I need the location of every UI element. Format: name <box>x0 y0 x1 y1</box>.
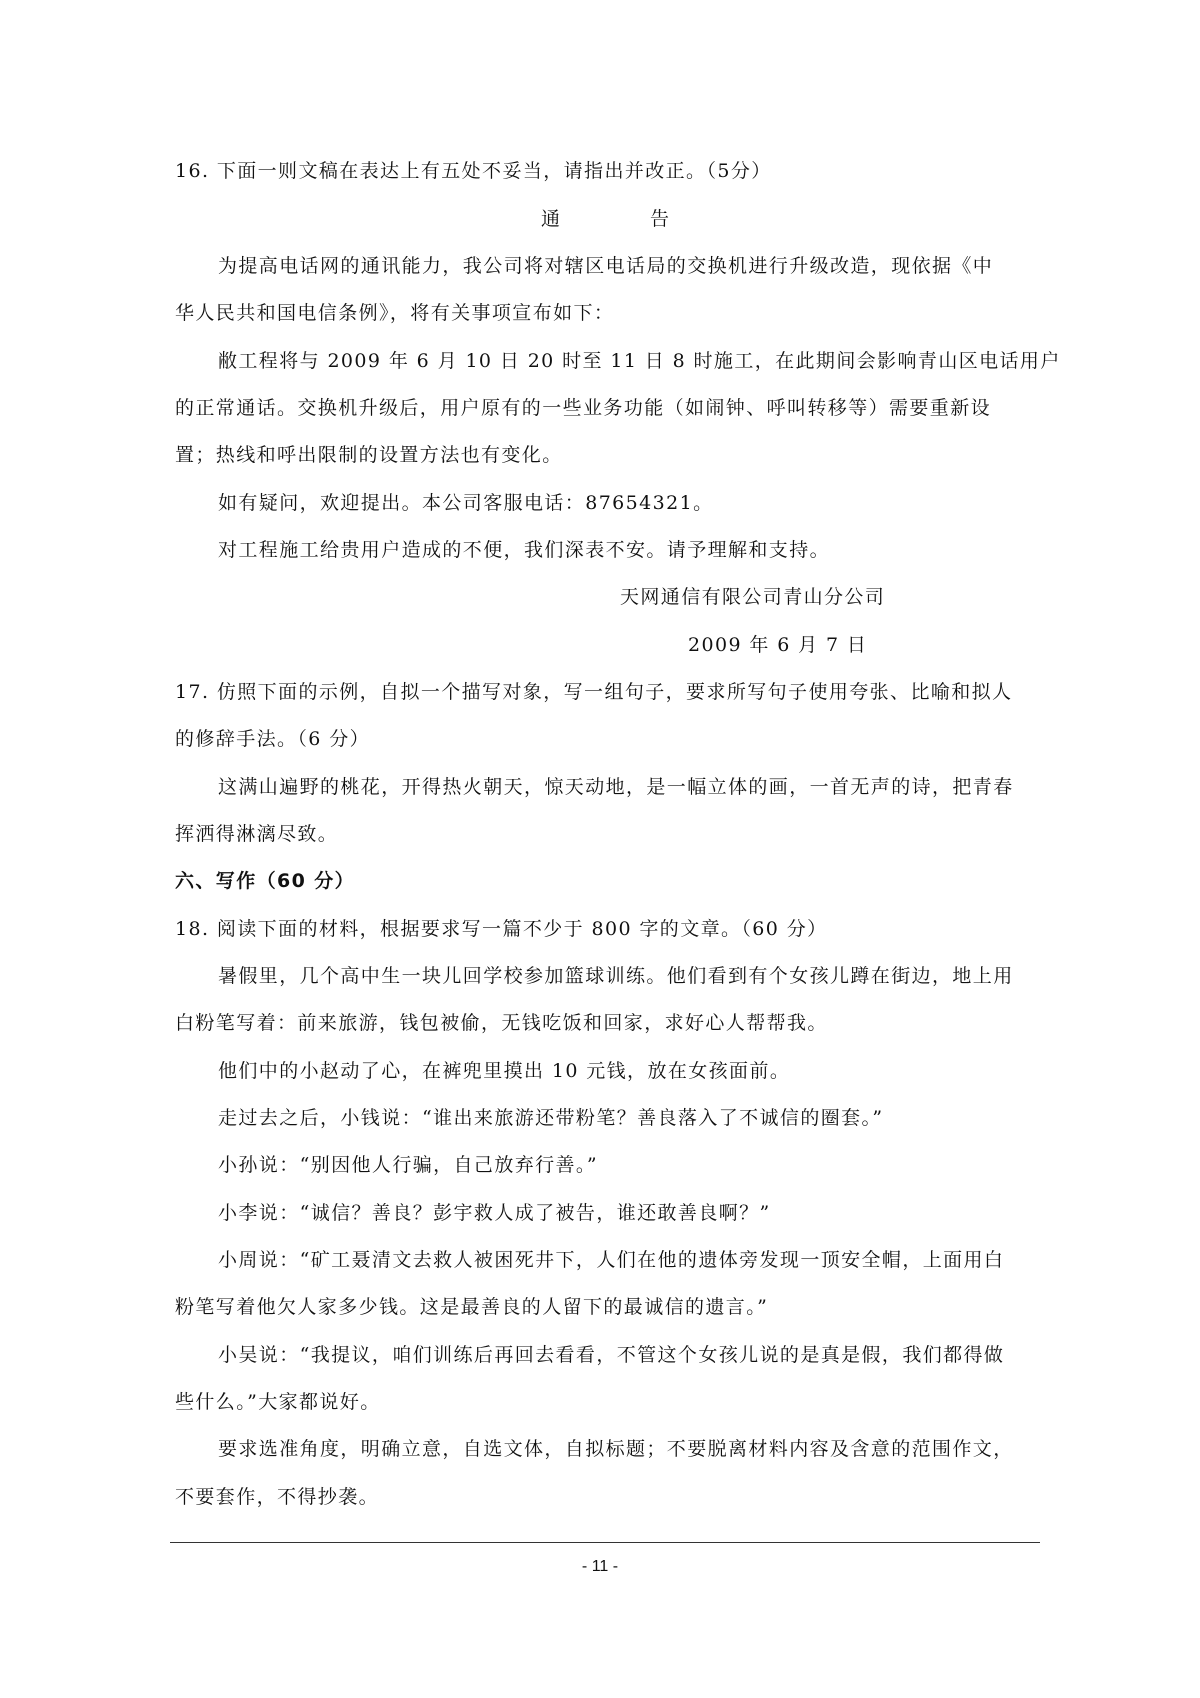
notice-paragraph-4: 对工程施工给贵用户造成的不便，我们深表不安。请予理解和支持。 <box>218 539 831 561</box>
notice-date: 2009 年 6 月 7 日 <box>688 634 868 656</box>
notice-paragraph-1-line-1: 为提高电话网的通讯能力，我公司将对辖区电话局的交换机进行升级改造，现依据《中 <box>218 255 994 277</box>
question-17-prompt-line-2: 的修辞手法。（6 分） <box>175 728 371 750</box>
writing-requirement-line-2: 不要套作，不得抄袭。 <box>175 1486 380 1508</box>
question-16-prompt: 16. 下面一则文稿在表达上有五处不妥当，请指出并改正。（5分） <box>175 160 772 182</box>
question-17-example-line-1: 这满山遍野的桃花，开得热火朝天，惊天动地，是一幅立体的画，一首无声的诗，把青春 <box>218 776 1014 798</box>
notice-paragraph-2-line-2: 的正常通话。交换机升级后，用户原有的一些业务功能（如闹钟、呼叫转移等）需要重新设 <box>175 397 992 419</box>
question-17-prompt-line-1: 17. 仿照下面的示例，自拟一个描写对象，写一组句子，要求所写句子使用夸张、比喻和拟人 <box>175 681 1013 703</box>
material-paragraph-4: 小孙说：“别因他人行骗，自己放弃行善。” <box>218 1154 598 1176</box>
question-18-prompt: 18. 阅读下面的材料，根据要求写一篇不少于 800 字的文章。（60 分） <box>175 918 828 940</box>
material-paragraph-5: 小李说：“诚信？善良？彭宇救人成了被告，谁还敢善良啊？” <box>218 1202 771 1224</box>
material-paragraph-6-line-2: 粉笔写着他欠人家多少钱。这是最善良的人留下的最诚信的遗言。” <box>175 1296 769 1318</box>
material-paragraph-6-line-1: 小周说：“矿工聂清文去救人被困死井下，人们在他的遗体旁发现一顶安全帽，上面用白 <box>218 1249 1005 1271</box>
page-number: - 11 - <box>581 1558 619 1575</box>
notice-paragraph-1-line-2: 华人民共和国电信条例》，将有关事项宣布如下： <box>175 302 615 324</box>
notice-signature: 天网通信有限公司青山分公司 <box>620 586 886 608</box>
material-paragraph-7-line-2: 些什么。”大家都说好。 <box>175 1391 381 1413</box>
notice-title <box>175 205 1035 233</box>
question-17-example-line-2: 挥洒得淋漓尽致。 <box>175 823 339 845</box>
notice-paragraph-2-line-1: 敝工程将与 2009 年 6 月 10 日 20 时至 11 日 8 时施工，在此期间会影响青山区电话用户 <box>218 350 1061 372</box>
notice-title-char-2: 告 <box>650 208 670 230</box>
material-paragraph-1-line-2: 白粉笔写着：前来旅游，钱包被偷，无钱吃饭和回家，求好心人帮帮我。 <box>175 1012 828 1034</box>
notice-paragraph-2-line-3: 置；热线和呼出限制的设置方法也有变化。 <box>175 444 563 466</box>
section-6-heading: 六、写作（60 分） <box>175 870 356 892</box>
material-paragraph-7-line-1: 小吴说：“我提议，咱们训练后再回去看看，不管这个女孩儿说的是真是假，我们都得做 <box>218 1344 1005 1366</box>
notice-title-char-1: 通 <box>540 208 560 230</box>
writing-requirement-line-1: 要求选准角度，明确立意，自选文体，自拟标题；不要脱离材料内容及含意的范围作文， <box>218 1438 1014 1460</box>
material-paragraph-1-line-1: 暑假里，几个高中生一块儿回学校参加篮球训练。他们看到有个女孩儿蹲在街边，地上用 <box>218 965 1014 987</box>
material-paragraph-2: 他们中的小赵动了心，在裤兜里摸出 10 元钱，放在女孩面前。 <box>218 1060 791 1082</box>
notice-paragraph-3: 如有疑问，欢迎提出。本公司客服电话：87654321。 <box>218 492 714 514</box>
material-paragraph-3: 走过去之后，小钱说：“谁出来旅游还带粉笔？善良落入了不诚信的圈套。” <box>218 1107 884 1129</box>
footer-divider <box>170 1542 1040 1543</box>
